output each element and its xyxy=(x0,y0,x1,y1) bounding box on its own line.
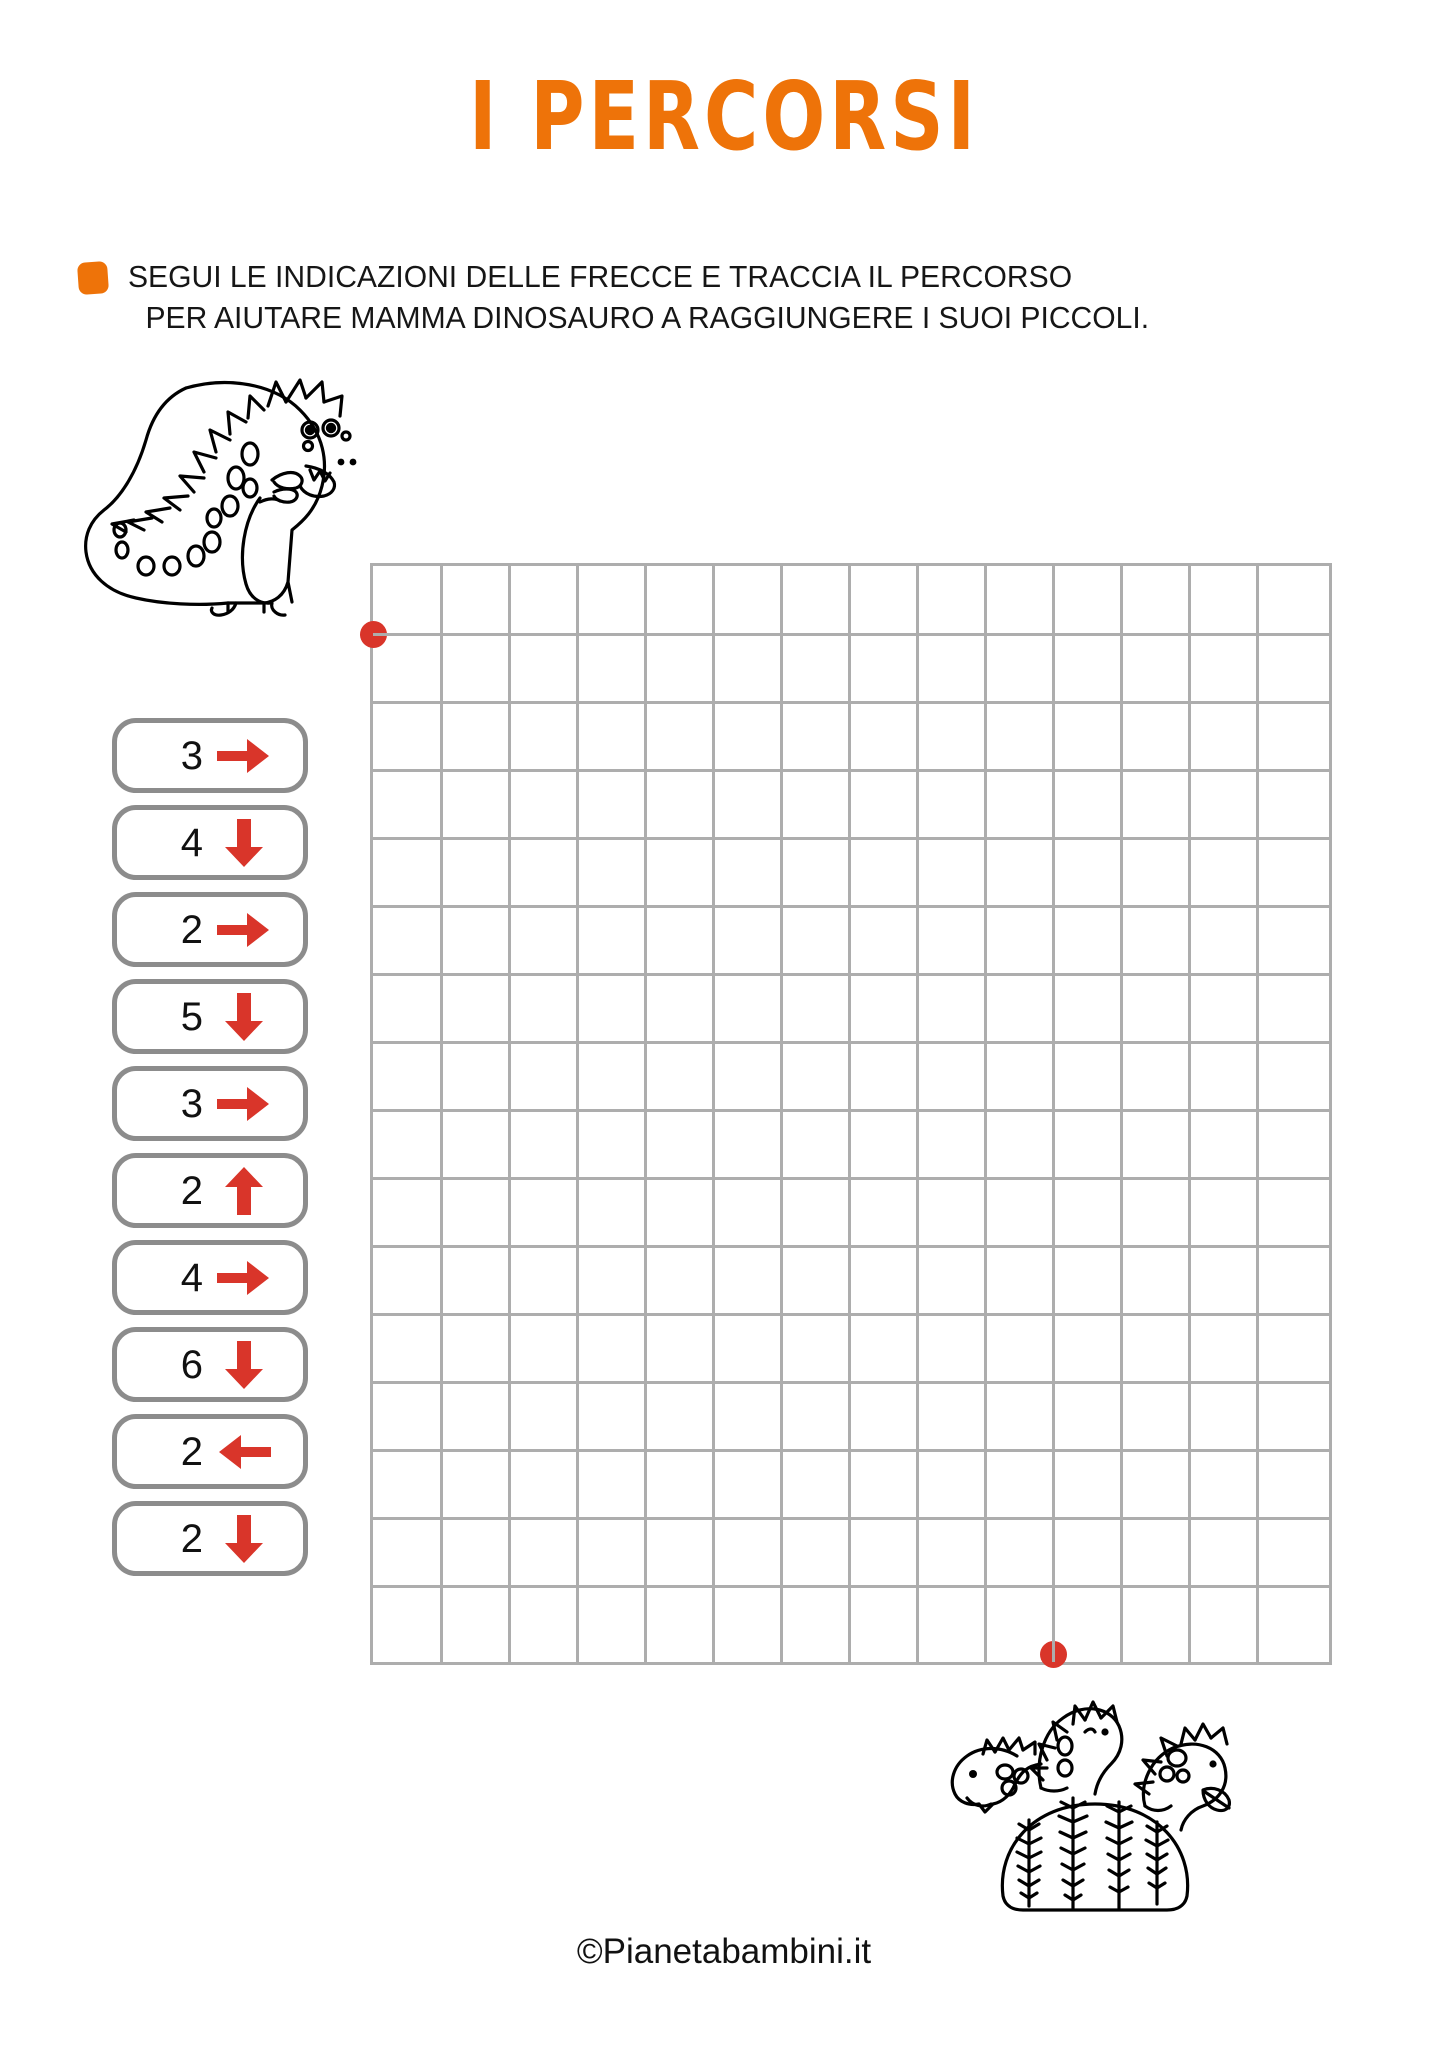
grid-line-vertical xyxy=(712,566,715,1662)
path-grid[interactable] xyxy=(370,563,1332,1665)
command-card[interactable] xyxy=(112,1327,308,1402)
command-card[interactable] xyxy=(112,1066,308,1141)
command-card[interactable] xyxy=(112,805,308,880)
grid-line-horizontal xyxy=(373,837,1329,840)
command-count: 4 xyxy=(180,820,203,865)
command-card[interactable] xyxy=(112,1153,308,1228)
grid-line-horizontal xyxy=(373,701,1329,704)
grid-line-horizontal xyxy=(373,1585,1329,1588)
arrow-up-icon xyxy=(213,1165,275,1217)
command-card[interactable] xyxy=(112,979,308,1054)
grid-line-vertical xyxy=(1256,566,1259,1662)
page-title: I PERCORSI xyxy=(468,62,980,173)
grid-line-vertical xyxy=(576,566,579,1662)
instruction-block xyxy=(78,257,1368,339)
arrow-down-icon xyxy=(213,1513,275,1565)
grid-line-horizontal xyxy=(373,1449,1329,1452)
command-count: 2 xyxy=(180,907,203,952)
grid-line-vertical xyxy=(644,566,647,1662)
command-card[interactable] xyxy=(112,892,308,967)
grid-line-horizontal xyxy=(373,1381,1329,1384)
instruction-line-2: PER AIUTARE MAMMA DINOSAURO A RAGGIUNGERE I SUOI PICCOLI. xyxy=(145,299,1150,335)
arrow-right-icon xyxy=(213,904,275,956)
command-count: 6 xyxy=(180,1342,203,1387)
grid-line-horizontal xyxy=(373,769,1329,772)
grid-line-horizontal xyxy=(373,633,1329,636)
command-count: 5 xyxy=(180,994,203,1039)
bullet-marker-icon xyxy=(77,261,109,295)
command-count: 3 xyxy=(180,733,203,778)
grid-line-vertical xyxy=(1052,566,1055,1662)
baby-dinosaurs-illustration xyxy=(945,1688,1245,1928)
arrow-right-icon xyxy=(213,1252,275,1304)
grid-line-horizontal xyxy=(373,1177,1329,1180)
grid-line-vertical xyxy=(984,566,987,1662)
grid-line-horizontal xyxy=(373,1041,1329,1044)
grid-line-vertical xyxy=(1120,566,1123,1662)
arrow-right-icon xyxy=(213,730,275,782)
grid-line-vertical xyxy=(848,566,851,1662)
command-card[interactable] xyxy=(112,1240,308,1315)
arrow-left-icon xyxy=(213,1426,275,1478)
grid-line-horizontal xyxy=(373,1517,1329,1520)
mother-dinosaur-illustration xyxy=(78,370,378,620)
arrow-down-icon xyxy=(213,817,275,869)
arrow-down-icon xyxy=(213,1339,275,1391)
command-card[interactable] xyxy=(112,1414,308,1489)
grid-line-horizontal xyxy=(373,1313,1329,1316)
grid-line-horizontal xyxy=(373,905,1329,908)
grid-line-vertical xyxy=(440,566,443,1662)
grid-line-horizontal xyxy=(373,973,1329,976)
grid-line-vertical xyxy=(1188,566,1191,1662)
command-count: 2 xyxy=(180,1429,203,1474)
command-count: 2 xyxy=(180,1516,203,1561)
arrow-right-icon xyxy=(213,1078,275,1130)
instruction-line-1: SEGUI LE INDICAZIONI DELLE FRECCE E TRACCIA IL PERCORSO xyxy=(128,259,1073,294)
footer-credit: ©Pianetabambini.it xyxy=(576,1932,872,1971)
command-count: 4 xyxy=(180,1255,203,1300)
grid-line-vertical xyxy=(780,566,783,1662)
command-card[interactable] xyxy=(112,1501,308,1576)
command-count: 3 xyxy=(180,1081,203,1126)
arrow-down-icon xyxy=(213,991,275,1043)
instruction-text xyxy=(128,257,1149,339)
grid-line-horizontal xyxy=(373,1109,1329,1112)
command-count: 2 xyxy=(180,1168,203,1213)
command-card[interactable] xyxy=(112,718,308,793)
grid-line-horizontal xyxy=(373,1245,1329,1248)
command-card-list xyxy=(112,718,312,1588)
grid-line-vertical xyxy=(508,566,511,1662)
grid-line-vertical xyxy=(916,566,919,1662)
